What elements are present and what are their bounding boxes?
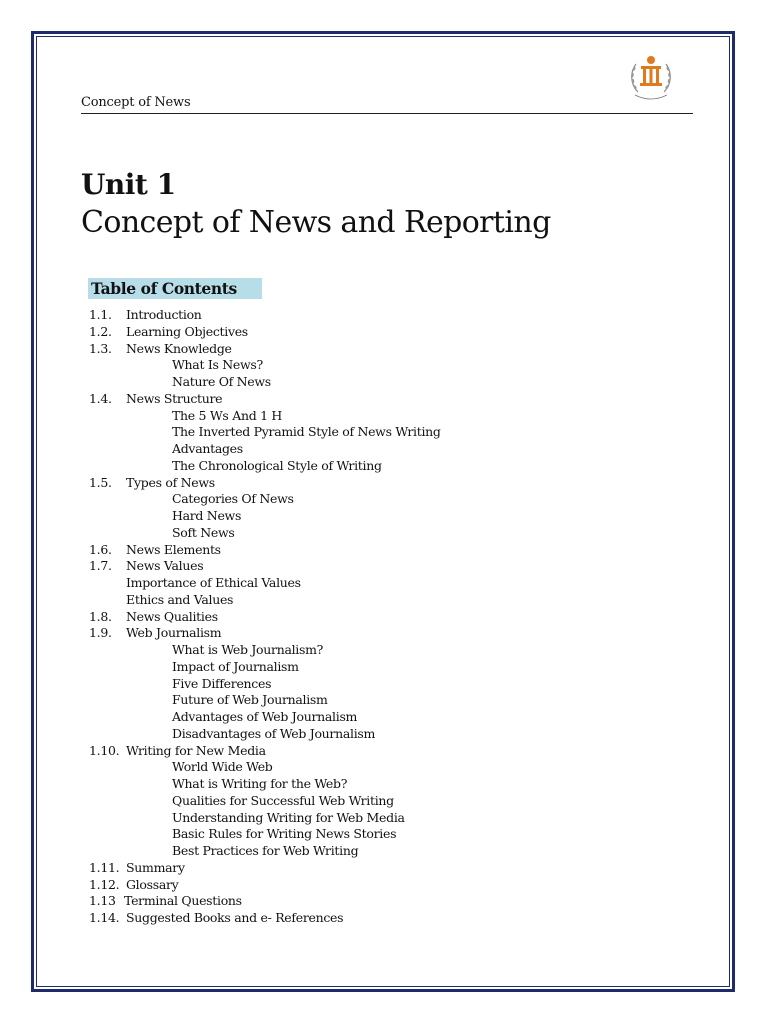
toc-item[interactable]	[89, 458, 649, 475]
toc-item[interactable]	[89, 307, 649, 324]
toc-item-number: 1.3.	[89, 340, 112, 356]
toc-item[interactable]	[89, 575, 649, 592]
toc-item-label: World Wide Web	[172, 759, 273, 775]
unit-title: Concept of News and Reporting	[81, 205, 551, 240]
toc-item-label: Types of News	[126, 474, 215, 490]
toc-item-label: News Elements	[126, 541, 221, 557]
toc-item-label: Future of Web Journalism	[172, 692, 328, 708]
toc-item[interactable]	[89, 558, 649, 575]
toc-item-label: Understanding Writing for Web Media	[172, 809, 405, 825]
toc-item[interactable]	[89, 592, 649, 609]
toc-item-label: Glossary	[126, 876, 179, 892]
toc-item-label: Terminal Questions	[124, 893, 242, 909]
toc-item-number: 1.10.	[89, 742, 120, 758]
toc-item-label: Best Practices for Web Writing	[172, 843, 359, 858]
toc-item-label: Writing for New Media	[126, 742, 266, 758]
toc-item-label: Suggested Books and e- References	[126, 910, 344, 925]
toc-item-number: 1.9.	[89, 625, 112, 641]
university-emblem-icon	[626, 50, 676, 106]
toc-item[interactable]	[89, 391, 649, 408]
toc-item[interactable]	[89, 793, 649, 810]
toc-item[interactable]	[89, 726, 649, 743]
toc-item[interactable]	[89, 743, 649, 760]
toc-item[interactable]	[89, 759, 649, 776]
toc-item[interactable]	[89, 810, 649, 827]
toc-item-label: Qualities for Successful Web Writing	[172, 792, 394, 808]
toc-item[interactable]	[89, 542, 649, 559]
toc-item-label: What is Writing for the Web?	[172, 776, 348, 791]
toc-item-number: 1.5.	[89, 474, 112, 490]
toc-item-label: News Knowledge	[126, 340, 232, 356]
toc-item-number: 1.1.	[89, 307, 112, 322]
toc-item-label: Hard News	[172, 508, 242, 523]
toc-item-label: Impact of Journalism	[172, 658, 299, 674]
toc-item-label: Basic Rules for Writing News Stories	[172, 826, 397, 842]
running-header-title: Concept of News	[81, 95, 191, 110]
toc-heading: Table of Contents	[88, 278, 262, 299]
toc-item-number: 1.12.	[89, 876, 120, 892]
toc-item-label: Summary	[126, 859, 185, 875]
toc-item-label: News Structure	[126, 390, 223, 406]
toc-item[interactable]	[89, 324, 649, 341]
toc-item-label: What is Web Journalism?	[172, 642, 324, 657]
toc-item[interactable]	[89, 676, 649, 693]
toc-item-number: 1.13	[89, 893, 116, 909]
toc-item-label: Disadvantages of Web Journalism	[172, 725, 376, 741]
toc-item[interactable]	[89, 910, 649, 927]
toc-item[interactable]	[89, 843, 649, 860]
toc-item-label: Categories Of News	[172, 491, 294, 507]
toc-item-label: Web Journalism	[126, 625, 222, 641]
toc-item[interactable]	[89, 709, 649, 726]
toc-item[interactable]	[89, 826, 649, 843]
toc-item-label: Five Differences	[172, 675, 272, 691]
toc-item-number: 1.7.	[89, 558, 112, 574]
header-rule	[81, 113, 693, 114]
toc-item[interactable]	[89, 609, 649, 626]
toc-item-label: The Inverted Pyramid Style of News Writing	[172, 424, 441, 440]
toc-item-number: 1.11.	[89, 859, 120, 875]
toc-item-label: News Qualities	[126, 608, 218, 624]
toc-item-label: The 5 Ws And 1 H	[172, 407, 283, 423]
toc-item[interactable]	[89, 491, 649, 508]
toc-item-label: News Values	[126, 558, 204, 574]
toc-item-number: 1.6.	[89, 541, 112, 557]
toc-item-label: Introduction	[126, 307, 202, 322]
toc-item-label: Advantages	[172, 441, 243, 456]
toc-item[interactable]	[89, 692, 649, 709]
toc-item-label: The Chronological Style of Writing	[172, 457, 382, 473]
unit-number: Unit 1	[81, 168, 176, 201]
toc-item[interactable]	[89, 357, 649, 374]
toc-item[interactable]	[89, 776, 649, 793]
toc-item[interactable]	[89, 525, 649, 542]
toc-item[interactable]	[89, 424, 649, 441]
toc-item[interactable]	[89, 341, 649, 358]
toc-item-label: Learning Objectives	[126, 323, 248, 339]
toc-item[interactable]	[89, 659, 649, 676]
toc-item[interactable]	[89, 625, 649, 642]
table-of-contents	[89, 307, 649, 927]
toc-item-label: Soft News	[172, 524, 235, 540]
toc-item[interactable]	[89, 441, 649, 458]
toc-item-label: What Is News?	[172, 357, 263, 373]
toc-item-label: Importance of Ethical Values	[126, 575, 301, 590]
toc-item[interactable]	[89, 877, 649, 894]
toc-item[interactable]	[89, 508, 649, 525]
toc-item-number: 1.8.	[89, 608, 112, 624]
toc-item[interactable]	[89, 893, 649, 910]
toc-item[interactable]	[89, 642, 649, 659]
toc-item[interactable]	[89, 408, 649, 425]
toc-item-number: 1.2.	[89, 323, 112, 339]
toc-item-number: 1.4.	[89, 390, 112, 406]
toc-item-label: Advantages of Web Journalism	[172, 709, 358, 724]
toc-item[interactable]	[89, 475, 649, 492]
toc-item[interactable]	[89, 860, 649, 877]
toc-item[interactable]	[89, 374, 649, 391]
toc-item-label: Ethics and Values	[126, 591, 234, 607]
toc-item-number: 1.14.	[89, 910, 120, 925]
toc-item-label: Nature Of News	[172, 374, 271, 389]
